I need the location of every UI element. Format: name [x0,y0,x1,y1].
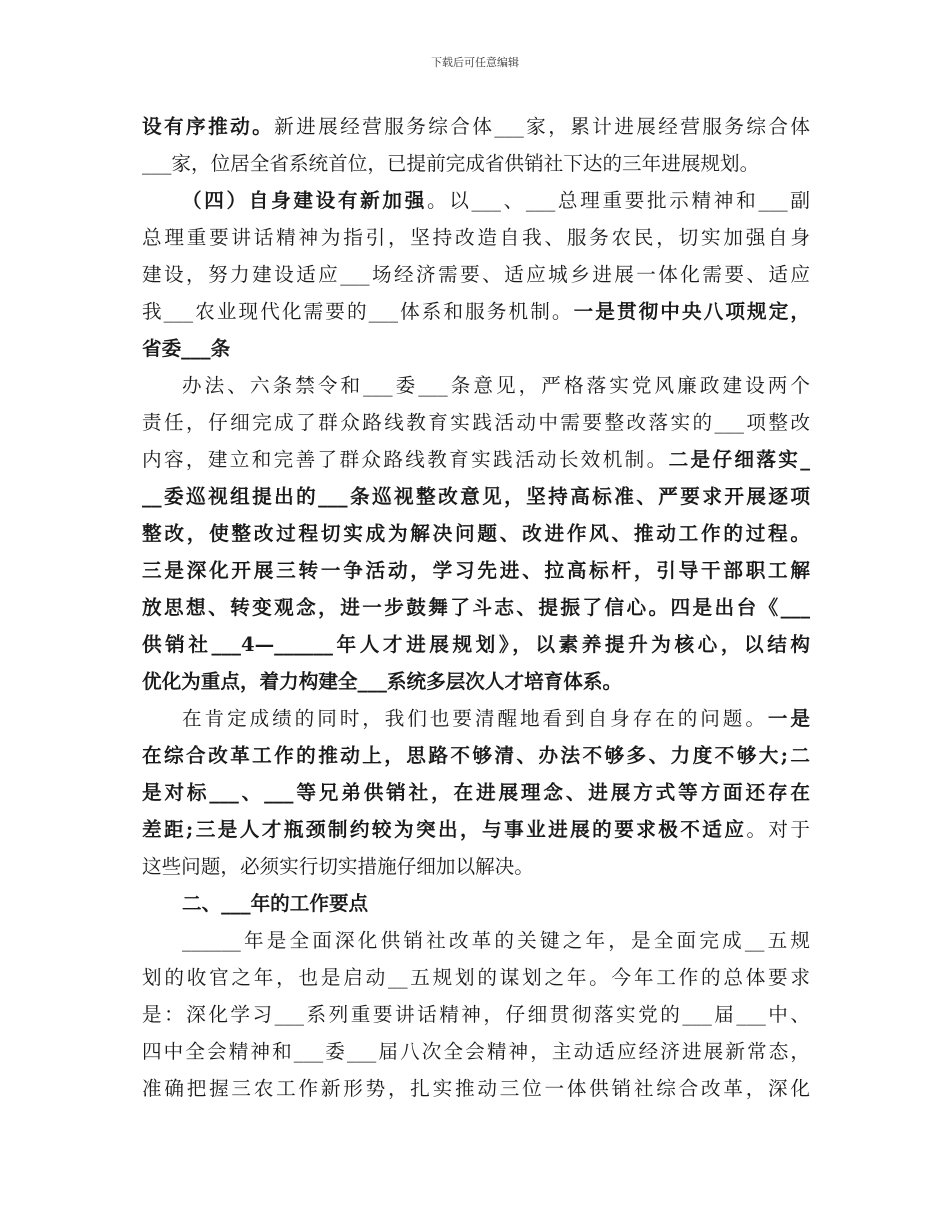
text-line [142,413,810,433]
text-line [142,746,810,766]
text-segment: 一是贯彻中央八项规定， [573,300,811,323]
text-segment: 二是仔细落实_ [668,448,811,471]
text-segment: 差距;三是人才瓶颈制约较为突出，与事业进展的要求极不适应 [142,818,747,841]
text-segment: 四中全会精神和___委___届八次全会精神，主动适应经济进展新常态， [142,1040,810,1063]
text-segment: 准确把握三农工作新形势，扎实推动三位一体供销社综合改革，深化 [142,1077,810,1100]
text-line [142,561,810,581]
text-line [182,191,810,211]
text-line [142,228,810,248]
text-segment: ______年是全面深化供销社改革的关键之年，是全面完成__五规 [182,929,810,952]
text-line [142,783,810,803]
text-segment: 二、___年的工作要点 [182,892,369,915]
text-segment: 是对标___、___等兄弟供销社，在进展理念、进展方式等方面还存在 [142,781,810,804]
text-segment: 建设，努力建设适应___场经济需要、适应城乡进展一体化需要、适应 [142,263,810,286]
text-line [142,968,810,988]
text-segment: 供销社___4—______年人才进展规划》，以素养提升为核心，以结构 [142,633,810,656]
text-segment: 内容，建立和完善了群众路线教育实践活动长效机制。 [142,448,669,471]
text-line [142,598,810,618]
text-segment: （四）自身建设有新加强 [182,189,427,212]
text-segment: 。以___、___总理重要批示精神和___副 [426,189,811,212]
text-line [142,154,759,174]
text-segment: 整改，使整改过程切实成为解决问题、改进作风、推动工作的过程。 [142,522,810,545]
text-segment: 总理重要讲话精神为指引，坚持改造自我、服务农民，切实加强自身 [142,226,810,249]
text-segment: 办法、六条禁令和___委___条意见，严格落实党风廉政建设两个 [182,374,810,397]
text-line [182,376,810,396]
text-segment: 。对于 [746,818,811,841]
section-heading [182,894,368,914]
text-line [142,1005,810,1025]
text-segment: 在肯定成绩的同时，我们也要清醒地看到自身存在的问题。 [182,707,768,730]
text-segment: 优化为重点，着力构建全___系统多层次人才培育体系。 [142,670,623,693]
text-segment: __委巡视组提出的___条巡视整改意见，坚持高标准、严要求开展逐项 [142,485,810,508]
text-line [182,931,810,951]
text-line [142,450,810,470]
text-segment: 新进展经营服务综合体___家，累计进展经营服务综合体 [274,115,811,138]
text-segment: 在综合改革工作的推动上，思路不够清、办法不够多、力度不够大;二 [142,744,810,767]
text-line [142,302,810,322]
text-segment: 省委___条 [142,337,231,360]
text-line [142,1042,810,1062]
text-segment: 是：深化学习___系列重要讲话精神，仔细贯彻落实党的___届___中、 [142,1003,810,1026]
text-segment: 划的收官之年，也是启动__五规划的谋划之年。今年工作的总体要求 [142,966,810,989]
text-segment: 放思想、转变观念，进一步鼓舞了斗志、提振了信心。四是出台《___ [142,596,810,619]
text-segment: 我___农业现代化需要的___体系和服务机制。 [142,300,574,323]
text-segment: 一是 [767,707,811,730]
text-line [142,487,810,507]
text-line [142,820,810,840]
text-segment: 设有序推动。 [142,115,275,138]
text-line [142,524,810,544]
text-line [142,265,810,285]
text-segment: 责任，仔细完成了群众路线教育实践活动中需要整改落实的___项整改 [142,411,810,434]
text-line [182,709,810,729]
text-line [142,117,810,137]
text-line [142,857,534,877]
text-segment: ___家，位居全省系统首位，已提前完成省供销社下达的三年进展规划。 [142,152,760,175]
text-segment: 这些问题，必须实行切实措施仔细加以解决。 [142,855,534,878]
page-header: 下载后可任意编辑 [431,56,519,69]
text-line [142,1079,810,1099]
text-segment: 三是深化开展三转一争活动，学习先进、拉高标杆，引导干部职工解 [142,559,810,582]
text-line [142,635,810,655]
text-line [142,339,230,359]
text-line [142,672,622,692]
